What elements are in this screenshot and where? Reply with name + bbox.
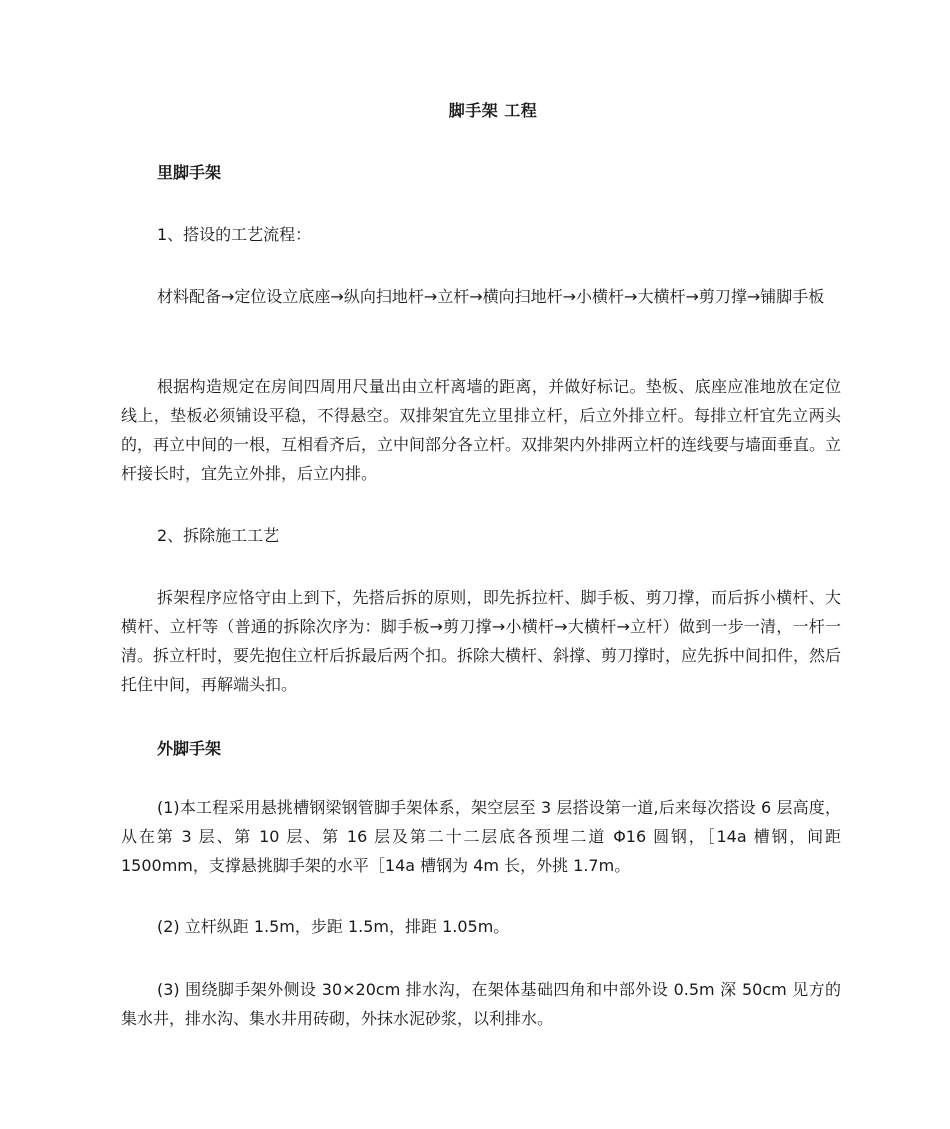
- paragraph-pole-spacing: (2) 立杆纵距 1.5m，步距 1.5m，排距 1.05m。: [157, 917, 510, 936]
- paragraph-cantilever-system: (1)本工程采用悬挑槽钢梁钢管脚手架体系，架空层至 3 层搭设第一道,后来每次搭设 6 层高度，从在第 3 层、第 10 层、第 16 层及第二十二层底各预埋二道 Φ16 圆钢，［14a 槽钢，间距 1500mm，支撑悬挑脚手架的水平［14a 槽钢为 4m 长，外挑 1.7m。: [121, 798, 841, 875]
- paragraph-dismantle-method: 拆架程序应恪守由上到下，先搭后拆的原则，即先拆拉杆、脚手板、剪刀撑，而后拆小横杆、大横杆、立杆等（普通的拆除次序为：脚手板→剪刀撑→小横杆→大横杆→立杆）做到一步一清，一杆一清。拆立杆时，要先抱住立杆后拆最后两个扣。拆除大横杆、斜撑、剪刀撑时，应先拆中间扣件，然后托住中间，再解端头扣。: [121, 588, 842, 694]
- paragraph-process-flow: 材料配备→定位设立底座→纵向扫地杆→立杆→横向扫地杆→小横杆→大横杆→剪刀撑→铺脚手板: [157, 287, 825, 306]
- section-heading-outer-scaffold: 外脚手架: [157, 739, 222, 758]
- paragraph-erection-method: 根据构造规定在房间四周用尺量出由立杆离墙的距离，并做好标记。垫板、底座应准地放在定位线上，垫板必须铺设平稳，不得悬空。双排架宜先立里排立杆，后立外排立杆。每排立杆宜先立两头的，再立中间的一根，互相看齐后，立中间部分各立杆。双排架内外排两立杆的连线要与墙面垂直。立杆接长时，宜先立外排，后立内排。: [121, 377, 842, 483]
- document-title: 脚手架 工程: [448, 101, 538, 120]
- paragraph-step-2-title: 2、拆除施工工艺: [157, 526, 280, 545]
- section-heading-inner-scaffold: 里脚手架: [157, 163, 222, 182]
- paragraph-drainage: (3) 围绕脚手架外侧设 30×20cm 排水沟，在架体基础四角和中部外设 0.5m 深 50cm 见方的集水井，排水沟、集水井用砖砌，外抹水泥砂浆，以利排水。: [121, 980, 841, 1028]
- paragraph-step-1-title: 1、搭设的工艺流程：: [157, 225, 312, 244]
